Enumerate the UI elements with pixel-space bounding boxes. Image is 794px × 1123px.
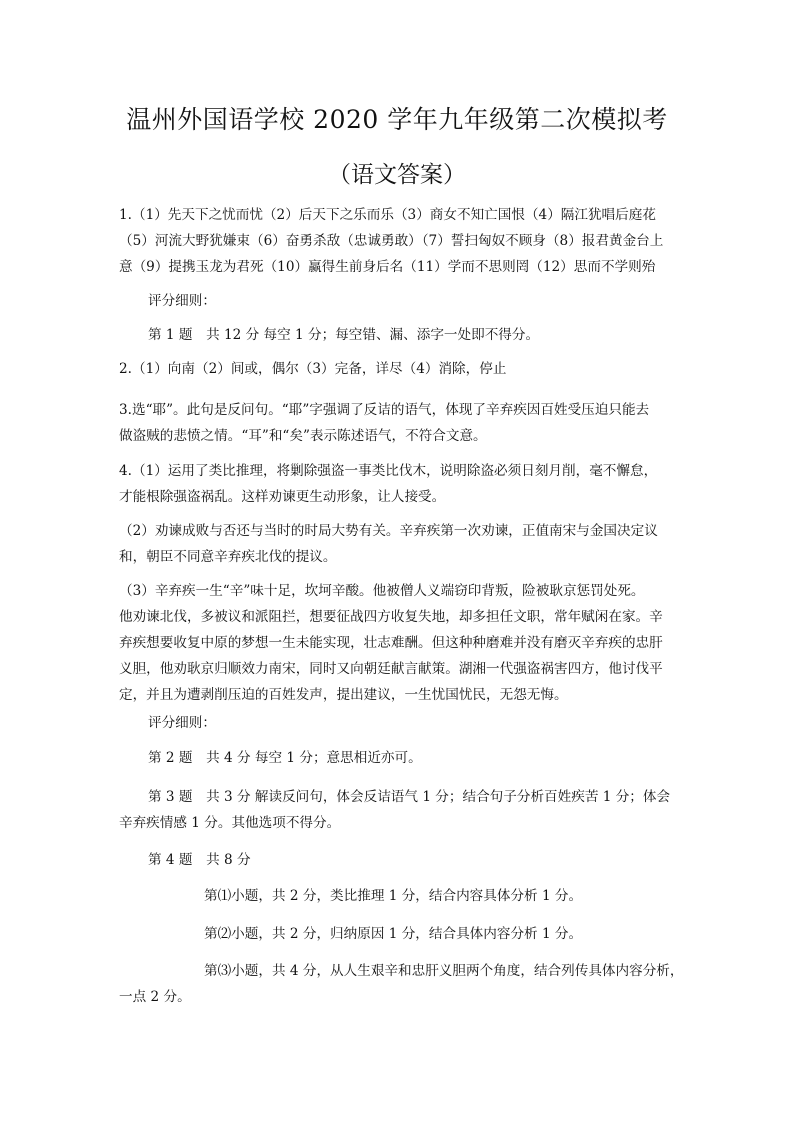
page-title: 温州外国语学校 2020 学年九年级第二次模拟考 — [126, 105, 668, 134]
answer-q4-1-line: 4.（1）运用了类比推理，将剿除强盗一事类比伐木，说明除盗必须日刻月削，毫不懈怠， — [119, 463, 658, 479]
answer-q4-2-line: （2）劝谏成败与否还与当时的时局大势有关。辛弃疾第一次劝谏，正值南宋与金国决定议 — [119, 523, 658, 539]
answer-q1-line: （5）河流大野犹嫌束（6）奋勇杀敌（忠诚勇敢）（7）誓扫匈奴不顾身（8）报君黄金台上 — [119, 233, 664, 249]
answer-q4-3-line: 定，并且为遭剥削压迫的百姓发声，提出建议，一生忧国忧民，无怨无悔。 — [119, 687, 568, 703]
page-subtitle: （语文答案） — [328, 162, 466, 188]
scoring-q4-sub3-line: 第⑶小题，共 4 分，从人生艰辛和忠肝义胆两个角度，结合列传具体内容分析， — [204, 963, 684, 979]
answer-q3 — [119, 397, 679, 449]
answer-q4-2 — [119, 518, 679, 570]
answer-q4-1-line: 才能根除强盗祸乱。这样劝谏更生动形象，让人接受。 — [119, 489, 446, 505]
scoring-q4-sub2: 第⑵小题，共 2 分，归纳原因 1 分，结合具体内容分析 1 分。 — [204, 926, 583, 942]
scoring-q4-sub3-line: 一点 2 分。 — [119, 989, 191, 1005]
answer-q4-1 — [119, 458, 679, 510]
scoring-q3 — [119, 784, 679, 836]
answer-q1 — [119, 202, 679, 280]
answer-q3-line: 做盗贼的悲愤之情。“耳”和“矣”表示陈述语气，不符合文意。 — [119, 428, 487, 444]
scoring-q1: 第 1 题 共 12 分 每空 1 分；每空错、漏、添字一处即不得分。 — [148, 327, 540, 343]
answer-q4-3 — [119, 578, 679, 708]
scoring-heading-1: 评分细则： — [148, 293, 216, 309]
scoring-q3-line: 第 3 题 共 3 分 解读反问句，体会反诘语气 1 分；结合句子分析百姓疾苦 1 分；体会 — [148, 789, 671, 805]
answer-q4-3-line: （3）辛弃疾一生“辛”味十足，坎坷辛酸。他被僧人义端窃印背叛，险被耿京惩罚处死。 — [119, 583, 645, 599]
answer-q4-3-line: 义胆，他劝耿京归顺效力南宋，同时又向朝廷献言献策。湖湘一代强盗祸害四方，他讨伐平 — [119, 661, 663, 677]
scoring-q4-sub1: 第⑴小题，共 2 分，类比推理 1 分，结合内容具体分析 1 分。 — [204, 888, 583, 904]
answer-q4-3-line: 弃疾想要收复中原的梦想一生未能实现，壮志难酬。但这种种磨难并没有磨灭辛弃疾的忠肝 — [119, 635, 663, 651]
scoring-heading-2: 评分细则： — [148, 715, 216, 731]
scoring-q4-sub3 — [119, 958, 684, 1010]
scoring-q3-line: 辛弃疾情感 1 分。其他选项不得分。 — [119, 815, 341, 831]
scoring-q2: 第 2 题 共 4 分 每空 1 分；意思相近亦可。 — [148, 750, 422, 766]
answer-q2: 2.（1）向南（2）间或，偶尔（3）完备，详尽（4）消除，停止 — [119, 361, 507, 377]
answer-q4-2-line: 和，朝臣不同意辛弃疾北伐的提议。 — [119, 549, 337, 565]
answer-q3-line: 3.选“耶”。此句是反问句。“耶”字强调了反诘的语气，体现了辛弃疾因百姓受压迫只能去 — [119, 402, 650, 418]
answer-q1-line: 意（9）提携玉龙为君死（10）赢得生前身后名（11）学而不思则罔（12）思而不学则殆 — [119, 259, 656, 275]
scoring-q4: 第 4 题 共 8 分 — [148, 852, 251, 868]
answer-q4-3-line: 他劝谏北伐，多被议和派阻拦，想要征战四方收复失地，却多担任文职，常年赋闲在家。辛 — [119, 609, 663, 625]
answer-q1-line: 1.（1）先天下之忧而忧（2）后天下之乐而乐（3）商女不知亡国恨（4）隔江犹唱后庭花 — [119, 207, 656, 223]
